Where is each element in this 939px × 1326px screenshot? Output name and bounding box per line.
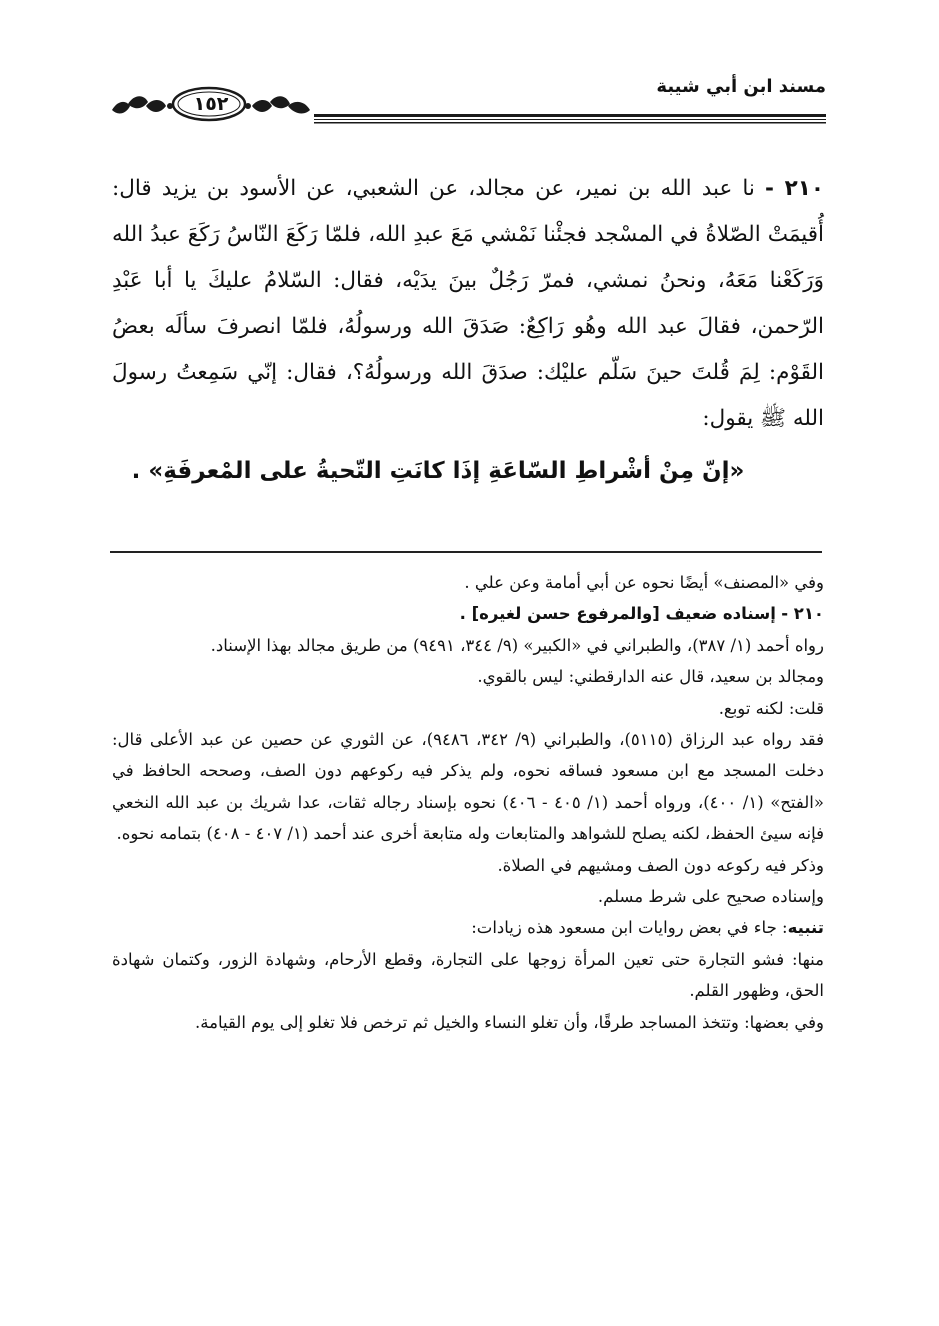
book-title: مسند ابن أبي شيبة [656,76,826,97]
footnote-line: رواه أحمد (١/ ٣٨٧)، والطبراني في «الكبير» (٩/ ٣٤٤، ٩٤٩١) من طريق مجالد بهذا الإسناد. [210,635,824,655]
footnote-separator [110,551,822,553]
hadith-number: ٢١٠ - [764,176,824,201]
tanbih-label: تنبيه [787,918,824,938]
main-text [112,166,824,494]
footnote-line: وإسناده صحيح على شرط مسلم. [597,887,824,907]
hadith-body: نا عبد الله بن نمير، عن مجالد، عن الشعبي، عن الأسود بن يزيد قال: أُقيمَتْ الصّلاةُ في المسْجد فجئْنا نَمْشي مَعَ عبدِ الله، فلمّا رَكَعَ النّاسُ رَكَعَ عبدُ الله وَرَكَعْنا مَعَهُ، ونحنُ نمشي، فمرّ رَجُلٌ بينَ يدَيْه، فقال: السّلامُ عليكَ يا أبا عَبْدِ الرّحمن، فقالَ عبد الله وهُو رَاكِعٌ: صَدَقَ الله ورسولُهُ، فلمّا انصرفَ سألَه بعضُ القَوْم: لِمَ قُلتَ حينَ سَلّم عليْك: صدَقَ الله ورسولُهُ؟، فقال: إنّي سَمِعتُ رسولَ الله ﷺ يقول: [112,176,824,431]
page-header [108,70,826,130]
hadith-quote: «إنّ مِنْ أشْراطِ السّاعَةِ إذَا كانَتِ التّحيةُ على المْعرفَةِ» . [131,458,745,484]
footnote-number: ٢١٠ - [781,604,824,624]
footnote-grade: إسناده ضعيف [والمرفوع حسن لغيره] . [459,604,776,624]
footnote-line: منها: فشو التجارة حتى تعين المرأة زوجها على التجارة، وقطع الأرحام، وشهادة الزور، وكتمان شهادة الحق، وظهور القلم. [112,949,824,1001]
footnote-line: وذكر فيه ركوعه دون الصف ومشيهم في الصلاة. [497,855,824,875]
footnote-grade-line [112,598,824,629]
page-number: ١٥٢ [193,93,229,115]
footnote-line: وفي بعضها: وتتخذ المساجد طرقًا، وأن تغلو النساء والخيل ثم ترخص فلا تغلو إلى يوم القيامة. [195,1012,824,1032]
footnote-line: قلت: لكنه توبع. [718,698,824,718]
footnotes [112,567,824,1038]
tanbih-text: : جاء في بعض روايات ابن مسعود هذه زيادات: [471,918,788,938]
header-rule [314,114,826,124]
footnote-line: فقد رواه عبد الرزاق (٥١١٥)، والطبراني (٩/ ٣٤٢، ٩٤٨٦)، عن الثوري عن حصين عن عبد الأعلى قال: دخلت المسجد مع ابن مسعود فساقه نحوه، ولم يذكر فيه ركوعهم دون الصف، وصححه الحافظ في «الفتح» (١/ ٤٠٠)، ورواه أحمد (١/ ٤٠٥ - ٤٠٦) نحوه بإسناد رجاله ثقات، عدا شريك بن عبد الله النخعي فإنه سيئ الحفظ، لكنه يصلح للشواهد والمتابعات وله متابعة أخرى عند أحمد (١/ ٤٠٧ - ٤٠٨) بتمامه نحوه. [112,730,824,844]
footnote-line: ومجالد بن سعيد، قال عنه الدارقطني: ليس بالقوي. [477,667,824,687]
footnote-line: وفي «المصنف» أيضًا نحوه عن أبي أمامة وعن علي . [464,573,824,592]
hadith-paragraph [112,166,824,442]
footnote-tanbih-line [112,912,824,943]
